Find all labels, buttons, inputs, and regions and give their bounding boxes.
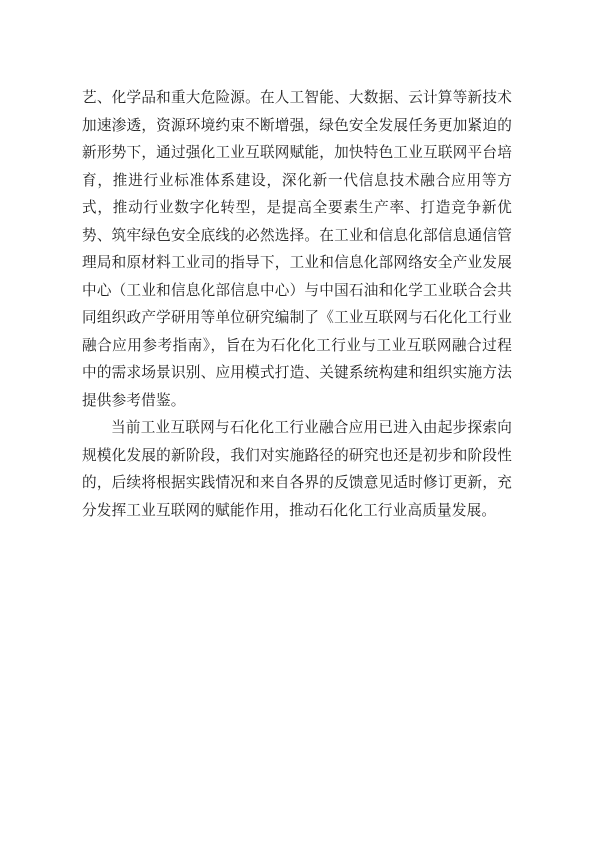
paragraph-continuation: 艺、化学品和重大危险源。在人工智能、大数据、云计算等新技术加速渗透，资源环境约束不断增强，绿色安全发展任务更加紧迫的新形势下，通过强化工业互联网赋能，加快特色工业互联网平台培育，推进行业标准体系建设，深化新一代信息技术融合应用等方式，推动行业数字化转型，是提高全要素生产率、打造竞争新优势、筑牢绿色安全底线的必然选择。在工业和信息化部信息通信管理局和原材料工业司的指导下，工业和信息化部网络安全产业发展中心（工业和信息化部信息中心）与中国石油和化学工业联合会共同组织政产学研用等单位研究编制了《工业互联网与石化化工行业融合应用参考指南》，旨在为石化化工行业与工业互联网融合过程中的需求场景识别、应用模式打造、关键系统构建和组织实施方法提供参考借鉴。 [82, 89, 512, 409]
paragraph-closing: 当前工业互联网与石化化工行业融合应用已进入由起步探索向规模化发展的新阶段，我们对实施路径的研究也还是初步和阶段性的，后续将根据实践情况和来自各界的反馈意见适时修订更新，充分发挥工业互联网的赋能作用，推动石化化工行业高质量发展。 [82, 419, 512, 519]
body-text [82, 84, 512, 524]
